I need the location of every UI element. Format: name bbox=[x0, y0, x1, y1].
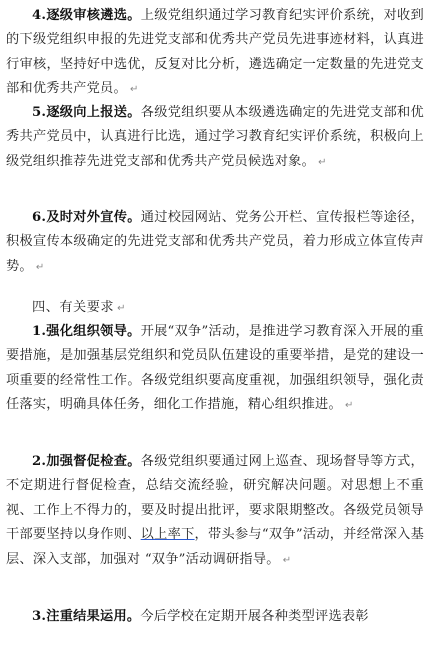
paragraph-organizational-leadership bbox=[6, 320, 424, 419]
paragraph-mark-icon: ↵ bbox=[282, 554, 292, 566]
paragraph-mark-icon: ↵ bbox=[318, 156, 327, 168]
paragraph-mark-icon: ↵ bbox=[35, 261, 45, 273]
paragraph-body: 开展“双争”活动，是推进学习教育深入开展的重要措施，是加强基层党组织和党员队伍建设的重要举措，是党的建设一项重要的经常性工作。各级党组织要高度重视，加强组织领导，强化责任落实，明确具体任务，细化工作措施，精心组织推进。 bbox=[6, 324, 424, 413]
paragraph-result-application bbox=[6, 605, 424, 629]
paragraph-lead: 4.逐级审核遴选。 bbox=[32, 8, 141, 23]
paragraph-body-before: 各级党组织要通过网上巡查、现场督导等方式，不定期进行督促检查，总结交流经验，研究解决问题。对思想上不重视、工作上不得力的，要及时提出批评，要求限期整改。各级党员领导干部要坚持以身作则、 bbox=[6, 454, 424, 543]
paragraph-body: 上级党组织通过学习教育纪实评价系统，对收到的下级党组织申报的先进党支部和优秀共产党员先进事迹材料，认真进行审核，坚持好中选优，反复对比分析，遴选确定一定数量的先进党支部和优秀共产党员。 bbox=[6, 8, 424, 97]
paragraph-supervision-inspection bbox=[6, 450, 424, 573]
paragraph-lead: 2.加强督促检查。 bbox=[32, 454, 141, 469]
paragraph-mark-icon: ↵ bbox=[117, 303, 127, 314]
section-heading-text: 四、有关要求 bbox=[32, 300, 115, 315]
paragraph-mark-icon: ↵ bbox=[344, 400, 354, 412]
paragraph-review-selection bbox=[6, 4, 424, 103]
underlined-phrase: 以上率下 bbox=[140, 527, 195, 543]
paragraph-lead: 1.强化组织领导。 bbox=[32, 324, 141, 339]
paragraph-publicity bbox=[6, 206, 424, 280]
paragraph-lead: 3.注重结果运用。 bbox=[32, 609, 141, 624]
paragraph-lead: 6.及时对外宣传。 bbox=[32, 210, 141, 225]
paragraph-body-after: ，带头参与“双争”活动，并经常深入基层、深入支部，加强对 “双争”活动调研指导。 bbox=[6, 527, 425, 567]
paragraph-body: 今后学校在定期开展各种类型评选表彰 bbox=[140, 609, 369, 624]
paragraph-mark-icon: ↵ bbox=[129, 84, 139, 96]
paragraph-report-upward bbox=[6, 101, 424, 175]
paragraph-lead: 5.逐级向上报送。 bbox=[32, 105, 141, 120]
paragraph-body: 各级党组织要从本级遴选确定的先进党支部和优秀共产党员中，认真进行比选，通过学习教育纪实评价系统，积极向上级党组织推荐先进党支部和优秀共产党员候选对象。 bbox=[6, 105, 424, 169]
section-heading-requirements bbox=[32, 296, 126, 321]
paragraph-body: 通过校园网站、党务公开栏、宣传报栏等途径，积极宣传本级确定的先进党支部和优秀共产党员，着力形成立体宣传声势。 bbox=[6, 210, 424, 274]
